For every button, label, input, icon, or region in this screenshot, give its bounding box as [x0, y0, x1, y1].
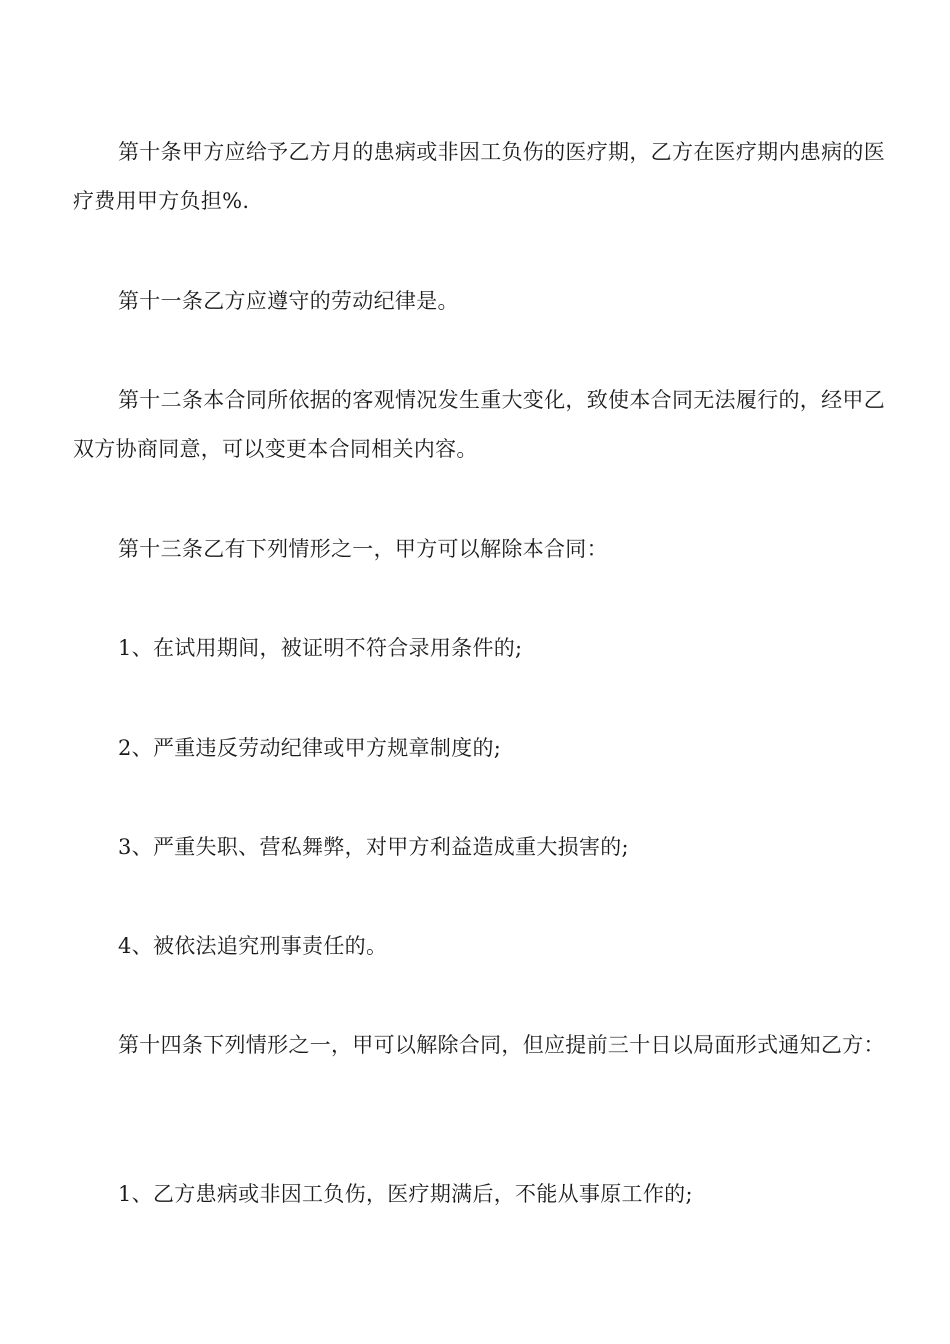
article-13-paragraph: 第十三条乙有下列情形之一，甲方可以解除本合同： — [118, 537, 608, 561]
article-12-paragraph: 第十二条本合同所依据的客观情况发生重大变化，致使本合同无法履行的，经甲乙双方协商同意，可以变更本合同相关内容。 — [73, 388, 885, 461]
article-13-item-1: 1、在试用期间，被证明不符合录用条件的; — [118, 636, 523, 660]
article-14-item-1: 1、乙方患病或非因工负伤，医疗期满后，不能从事原工作的; — [118, 1182, 693, 1206]
article-13-item-3: 3、严重失职、营私舞弊，对甲方利益造成重大损害的; — [118, 835, 629, 859]
article-10-paragraph: 第十条甲方应给予乙方月的患病或非因工负伤的医疗期，乙方在医疗期内患病的医疗费用甲方负担%. — [73, 140, 885, 213]
article-14-paragraph: 第十四条下列情形之一，甲可以解除合同，但应提前三十日以局面形式通知乙方： — [118, 1033, 885, 1057]
article-13-item-4: 4、被依法追究刑事责任的。 — [118, 934, 388, 958]
article-13-item-2: 2、严重违反劳动纪律或甲方规章制度的; — [118, 736, 502, 760]
article-11-paragraph: 第十一条乙方应遵守的劳动纪律是。 — [118, 289, 459, 313]
